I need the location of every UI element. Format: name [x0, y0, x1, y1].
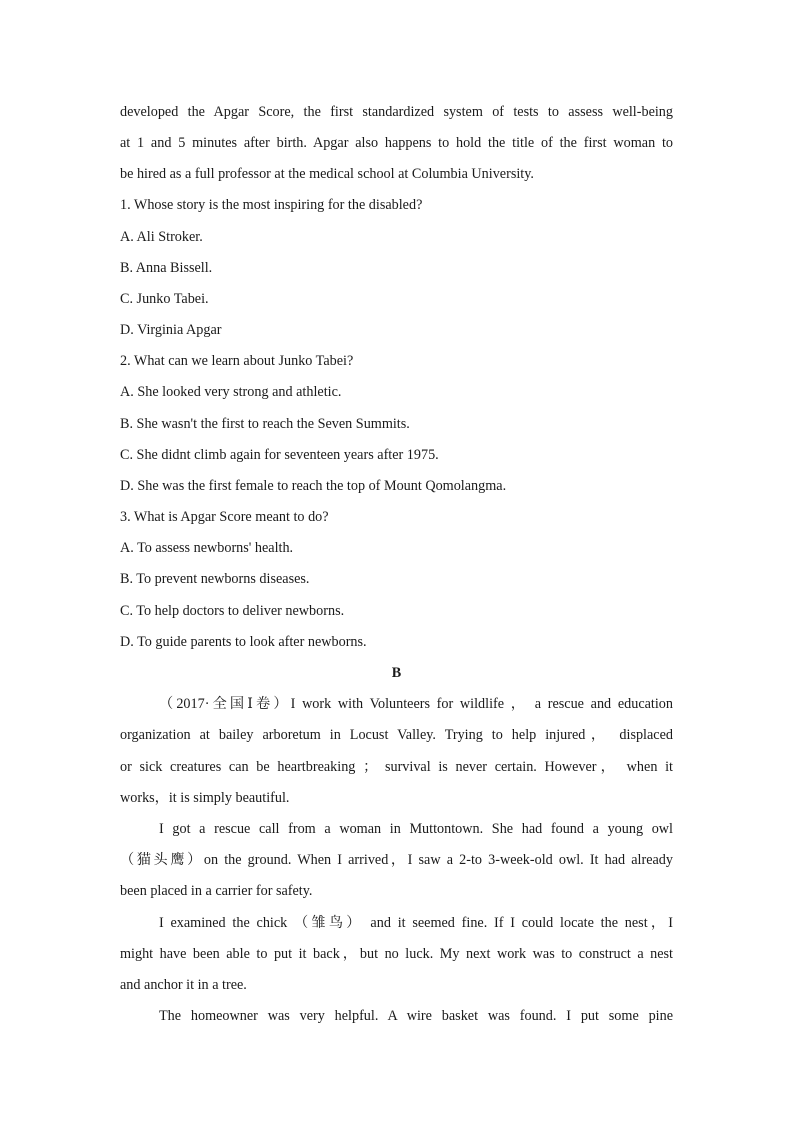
question-2-option-a: A. She looked very strong and athletic. — [120, 384, 342, 400]
section-b-p2-line-1: I got a rescue call from a woman in Muttontown. She had found a young owl — [159, 821, 673, 837]
passage-a-line-3: be hired as a full professor at the medical school at Columbia University. — [120, 166, 534, 182]
question-1-stem: 1. Whose story is the most inspiring for the disabled? — [120, 197, 423, 213]
section-b-p3-line-1: I examined the chick （雏鸟） and it seemed fine. If I could locate the nest，I — [159, 915, 673, 931]
question-3-option-d: D. To guide parents to look after newborns. — [120, 634, 367, 650]
section-b-p4-line-1: The homeowner was very helpful. A wire basket was found. I put some pine — [159, 1008, 673, 1024]
question-3-option-b: B. To prevent newborns diseases. — [120, 571, 310, 587]
section-b-p1-line-3: or sick creatures can be heartbreaking ； survival is never certain. However， when it — [120, 759, 673, 775]
section-b-p3-line-3: and anchor it in a tree. — [120, 977, 247, 993]
question-1-option-d: D. Virginia Apgar — [120, 322, 222, 338]
section-b-p1-line-2: organization at bailey arboretum in Locust Valley. Trying to help injured， displaced — [120, 727, 673, 743]
question-2-option-d: D. She was the first female to reach the top of Mount Qomolangma. — [120, 478, 507, 494]
question-1-option-c: C. Junko Tabei. — [120, 291, 209, 307]
question-1-option-a: A. Ali Stroker. — [120, 229, 203, 245]
section-b-p2-line-3: been placed in a carrier for safety. — [120, 883, 313, 899]
section-b-p1-line-4: works，it is simply beautiful. — [120, 790, 290, 806]
section-b-p3-line-2: might have been able to put it back，but no luck. My next work was to construct a nest — [120, 946, 673, 962]
question-2-option-b: B. She wasn't the first to reach the Seven Summits. — [120, 416, 410, 432]
question-1-option-b: B. Anna Bissell. — [120, 260, 213, 276]
passage-a-line-1: developed the Apgar Score, the first standardized system of tests to assess well-being — [120, 104, 673, 120]
question-2-option-c: C. She didnt climb again for seventeen years after 1975. — [120, 447, 439, 463]
question-3-option-c: C. To help doctors to deliver newborns. — [120, 603, 345, 619]
passage-a-line-2: at 1 and 5 minutes after birth. Apgar also happens to hold the title of the first woman to — [120, 135, 673, 151]
section-b-p1-line-1: （2017·全国Ⅰ卷）I work with Volunteers for wildlife ， a rescue and education — [159, 696, 673, 712]
section-b-heading: B — [391, 665, 402, 681]
question-2-stem: 2. What can we learn about Junko Tabei? — [120, 353, 354, 369]
question-3-stem: 3. What is Apgar Score meant to do? — [120, 509, 329, 525]
question-3-option-a: A. To assess newborns' health. — [120, 540, 294, 556]
section-b-p2-line-2: （猫头鹰）on the ground. When I arrived，I saw a 2-to 3-week-old owl. It had already — [120, 852, 673, 868]
